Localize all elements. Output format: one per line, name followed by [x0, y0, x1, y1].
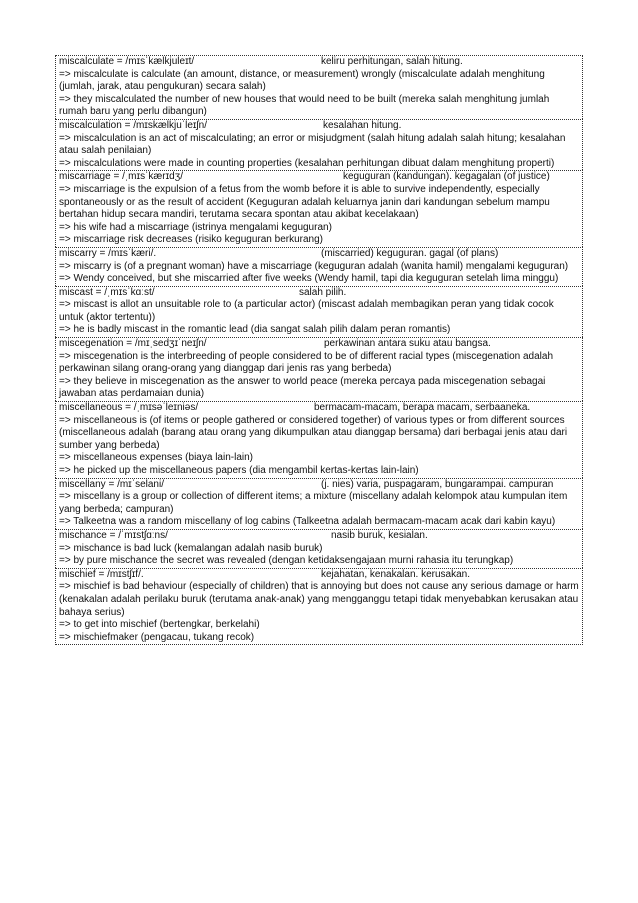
- definition-line: => miscarry is (of a pregnant woman) have a miscarriage (keguguran adalah (wanita hamil) mengalami keguguran): [59, 260, 569, 272]
- entry-header: [59, 402, 579, 415]
- translation: kejahatan, kenakalan. kerusakan.: [321, 568, 470, 580]
- definition-line: => mischance is bad luck (kemalangan adalah nasib buruk): [59, 542, 323, 554]
- definition-line: => he is badly miscast in the romantic lead (dia sangat salah pilih dalam peran romantis): [59, 324, 451, 336]
- translation: (j. nies) varia, puspagaram, bungarampai. campuran: [321, 478, 554, 490]
- definition-line: => miscellaneous expenses (biaya lain-lain): [59, 452, 253, 464]
- headword: mischance = /ˈmɪstʃɑːns/: [59, 529, 168, 541]
- definition-line: => to get into mischief (bertengkar, berkelahi): [59, 619, 260, 631]
- definition-line: => miscalculate is calculate (an amount, distance, or measurement) wrongly (miscalculate adalah menghitung (jumlah, jarak, atau pengukuran) secara salah): [59, 68, 545, 93]
- translation: kesalahan hitung.: [323, 119, 402, 131]
- translation: salah pilih.: [299, 286, 347, 298]
- entry-header: [59, 287, 579, 300]
- dictionary-entry: [55, 529, 583, 568]
- definition-line: => mischiefmaker (pengacau, tukang recok): [59, 631, 255, 643]
- entry-header: [59, 479, 579, 492]
- dictionary-entry: [55, 478, 583, 529]
- definition-line: => his wife had a miscarriage (istrinya mengalami keguguran): [59, 221, 332, 233]
- dictionary-entry: [55, 401, 583, 478]
- dictionary-entry: [55, 55, 583, 119]
- headword: miscalculation = /mɪskælkjuˈleɪʃn/: [59, 119, 207, 131]
- entry-header: [59, 530, 579, 543]
- definition-line: => he picked up the miscellaneous papers (dia mengambil kertas-kertas lain-lain): [59, 465, 419, 476]
- definition-line: => Wendy conceived, but she miscarried after five weeks (Wendy hamil, tapi dia keguguran setelah lima minggu): [59, 273, 559, 285]
- definition-line: => miscellany is a group or collection of different items; a mixture (miscellany adalah kelompok atau kumpulan item yang berbeda; campuran): [59, 491, 568, 515]
- dictionary-page: [55, 55, 583, 645]
- headword: miscarriage = /ˌmɪsˈkærɪdʒ/: [59, 171, 183, 183]
- dictionary-entry: [55, 337, 583, 401]
- headword: miscellaneous = /ˌmɪsəˈleɪniəs/: [59, 402, 199, 414]
- entry-header: [59, 569, 579, 582]
- translation: keguguran (kandungan). kegagalan (of justice): [343, 171, 550, 183]
- headword: miscegenation = /mɪˌsedʒɪˈneɪʃn/: [59, 338, 207, 350]
- translation: keliru perhitungan, salah hitung.: [321, 56, 463, 67]
- dictionary-entry: [55, 119, 583, 170]
- definition-line: => miscast is allot an unsuitable role to (a particular actor) (miscast adalah membagikan peran yang tidak cocok untuk (aktor tertentu)): [59, 299, 554, 323]
- definition-line: => miscellaneous is (of items or people gathered or considered together) of various types or from different sources (miscellaneous adalah (barang atau orang yang dikumpulkan atau dianggap bersama) dari berbagai jenis atau dari sumber yang berbeda): [59, 414, 568, 451]
- definition-line: => miscarriage risk decreases (risiko keguguran berkurang): [59, 234, 324, 246]
- entry-header: [59, 120, 579, 133]
- headword: miscalculate = /mɪsˈkælkjuleɪt/: [59, 56, 195, 67]
- dictionary-entry: [55, 247, 583, 286]
- headword: miscellany = /mɪˈselani/: [59, 478, 164, 490]
- translation: perkawinan antara suku atau bangsa.: [324, 338, 491, 350]
- definition-line: => they miscalculated the number of new houses that would need to be built (mereka salah menghitung jumlah rumah baru yang perlu dibangun): [59, 93, 550, 118]
- entry-header: [59, 56, 579, 69]
- definition-line: => miscalculation is an act of miscalculating; an error or misjudgment (salah hitung adalah salah hitung; kesalahan atau salah penilaian): [59, 132, 566, 157]
- dictionary-entry: [55, 568, 583, 646]
- definition-line: => miscarriage is the expulsion of a fetus from the womb before it is able to survive independently, especially spontaneously or as the result of accident (Keguguran adalah keluarnya janin dari kandungan sebelum mampu bertahan hidup secara mandiri, terutama secara spontan atau akibat kecelakaan): [59, 183, 550, 221]
- entry-header: [59, 338, 579, 351]
- definition-line: => miscalculations were made in counting properties (kesalahan perhitungan dibuat dalam menghitung properti): [59, 157, 555, 169]
- translation: nasib buruk, kesialan.: [331, 529, 428, 541]
- headword: miscast = /ˌmɪsˈkɑːst/: [59, 286, 155, 298]
- dictionary-entry: [55, 286, 583, 337]
- entry-header: [59, 171, 579, 184]
- definition-line: => by pure mischance the secret was revealed (dengan ketidaksengajaan murni rahasia itu terungkap): [59, 555, 514, 567]
- headword: mischief = /mɪstʃɪf/.: [59, 568, 144, 580]
- definition-line: => mischief is bad behaviour (especially of children) that is annoying but does not cause any serious damage or harm (kenakalan adalah perilaku buruk (terutama anak-anak) yang mengganggu tetapi tidak menyebabkan kerusakan atau bahaya serius): [59, 581, 579, 618]
- entry-header: [59, 248, 579, 261]
- dictionary-entry: [55, 170, 583, 247]
- headword: miscarry = /mɪsˈkæri/.: [59, 247, 157, 259]
- definition-line: => they believe in miscegenation as the answer to world peace (mereka percaya pada miscegenation sebagai jawaban atas perdamaian dunia): [59, 375, 546, 400]
- translation: (miscarried) keguguran. gagal (of plans): [321, 247, 499, 259]
- definition-line: => Talkeetna was a random miscellany of log cabins (Talkeetna adalah bermacam-macam acak dari kabin kayu): [59, 516, 556, 528]
- definition-line: => miscegenation is the interbreeding of people considered to be of different racial types (miscegenation adalah perkawinan silang orang-orang yang dianggap dari jenis ras yang berbeda): [59, 350, 554, 375]
- translation: bermacam-macam, berapa macam, serbaaneka.: [314, 402, 531, 414]
